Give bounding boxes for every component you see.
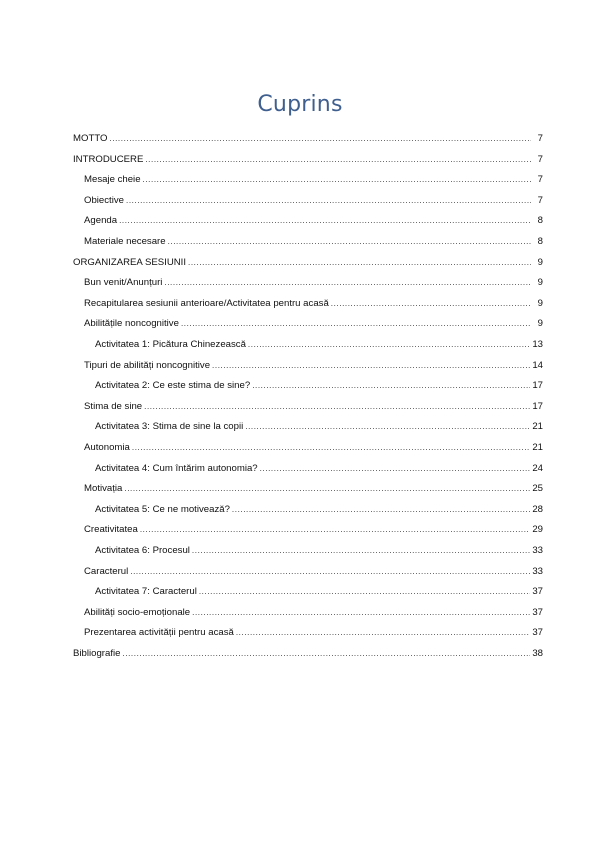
toc-entry[interactable] xyxy=(84,481,543,495)
toc-dot-leader xyxy=(145,154,531,166)
toc-entry[interactable] xyxy=(73,255,543,269)
toc-dot-leader xyxy=(192,607,530,619)
toc-dot-leader xyxy=(164,277,531,289)
toc-dot-leader xyxy=(143,174,531,186)
toc-entry-page-number: 13 xyxy=(532,339,543,350)
toc-entry-page-number: 14 xyxy=(532,359,543,371)
toc-entry-label: Bibliografie xyxy=(73,648,121,659)
toc-entry-page-number: 29 xyxy=(532,524,543,536)
toc-entry-label: Prezentarea activității pentru acasă xyxy=(84,627,234,639)
toc-entry-page-number: 7 xyxy=(537,174,543,186)
toc-entry[interactable] xyxy=(84,399,543,413)
toc-entry[interactable] xyxy=(95,461,543,475)
toc-dot-leader xyxy=(192,545,530,557)
toc-entry[interactable] xyxy=(84,625,543,639)
toc-dot-leader xyxy=(124,483,530,495)
toc-entry[interactable] xyxy=(73,131,543,145)
toc-dot-leader xyxy=(212,360,530,372)
toc-entry-label: Motivația xyxy=(84,483,123,495)
toc-entry-label: Activitatea 7: Caracterul xyxy=(95,586,197,598)
toc-dot-leader xyxy=(168,236,531,248)
toc-entry-label: Activitatea 4: Cum întărim autonomia? xyxy=(95,462,258,474)
toc-entry[interactable] xyxy=(84,275,543,289)
toc-entry-page-number: 37 xyxy=(532,586,543,598)
toc-entry[interactable] xyxy=(95,543,543,557)
toc-entry[interactable] xyxy=(84,234,543,248)
toc-dot-leader xyxy=(188,257,531,269)
toc-dot-leader xyxy=(130,566,530,578)
toc-entry-label: Bun venit/Anunțuri xyxy=(84,277,163,289)
toc-entry-page-number: 21 xyxy=(532,421,543,433)
toc-entry-label: Activitatea 2: Ce este stima de sine? xyxy=(95,380,251,392)
toc-entry-page-number: 7 xyxy=(537,133,543,144)
toc-entry[interactable] xyxy=(84,296,543,310)
toc-entry[interactable] xyxy=(95,378,543,392)
toc-entry-page-number: 38 xyxy=(532,648,543,659)
toc-entry-label: Mesaje cheie xyxy=(84,174,141,186)
toc-entry[interactable] xyxy=(73,646,543,660)
toc-dot-leader xyxy=(232,504,530,516)
toc-entry-label: MOTTO xyxy=(73,133,108,144)
toc-entry-page-number: 8 xyxy=(537,236,543,247)
toc-entry-page-number: 28 xyxy=(532,503,543,515)
toc-entry-page-number: 33 xyxy=(532,545,543,556)
toc-entry[interactable] xyxy=(84,172,543,186)
toc-dot-leader xyxy=(119,215,531,227)
toc-entry-label: Obiective xyxy=(84,194,124,206)
toc-dot-leader xyxy=(331,298,531,310)
toc-dot-leader xyxy=(181,318,531,330)
toc-entry[interactable] xyxy=(84,358,543,372)
toc-entry[interactable] xyxy=(84,440,543,454)
toc-dot-leader xyxy=(248,339,530,351)
toc-entry-label: Autonomia xyxy=(84,442,130,453)
toc-entry-label: Creativitatea xyxy=(84,524,138,536)
toc-dot-leader xyxy=(109,133,531,145)
toc-entry-label: Stima de sine xyxy=(84,400,143,412)
toc-dot-leader xyxy=(122,648,530,660)
toc-entry[interactable] xyxy=(95,502,543,516)
toc-entry-label: Activitatea 1: Picătura Chinezească xyxy=(95,339,246,350)
toc-entry[interactable] xyxy=(84,193,543,207)
toc-entry-page-number: 9 xyxy=(537,256,543,268)
toc-dot-leader xyxy=(126,195,531,207)
toc-entry-page-number: 21 xyxy=(532,442,543,453)
toc-entry-label: Agenda xyxy=(84,215,118,227)
toc-entry[interactable] xyxy=(95,419,543,433)
toc-dot-leader xyxy=(252,380,530,392)
toc-entry-page-number: 37 xyxy=(532,606,543,618)
toc-entry[interactable] xyxy=(84,522,543,536)
toc-entry-label: Activitatea 5: Ce ne motivează? xyxy=(95,503,230,515)
toc-entry-page-number: 24 xyxy=(532,462,543,474)
toc-entry-page-number: 9 xyxy=(537,297,543,309)
toc-entry-page-number: 25 xyxy=(532,483,543,495)
toc-entry-page-number: 9 xyxy=(537,277,543,289)
toc-entry-label: INTRODUCERE xyxy=(73,153,144,165)
toc-entry[interactable] xyxy=(84,564,543,578)
toc-entry-page-number: 9 xyxy=(537,318,543,330)
page-title: Cuprins xyxy=(257,92,343,117)
toc-dot-leader xyxy=(245,421,530,433)
toc-entry[interactable] xyxy=(95,337,543,351)
toc-entry-page-number: 7 xyxy=(537,194,543,206)
toc-entry-label: Abilitățile noncognitive xyxy=(84,318,179,330)
toc-entry-page-number: 7 xyxy=(537,153,543,165)
toc-dot-leader xyxy=(144,401,530,413)
toc-dot-leader xyxy=(260,463,531,475)
toc-entry-page-number: 8 xyxy=(537,215,543,227)
toc-entry-label: Materiale necesare xyxy=(84,236,166,247)
toc-entry[interactable] xyxy=(84,605,543,619)
toc-entry-page-number: 33 xyxy=(532,565,543,577)
toc-entry-label: Tipuri de abilități noncognitive xyxy=(84,359,211,371)
toc-entry-label: ORGANIZAREA SESIUNII xyxy=(73,256,187,268)
toc-entry-page-number: 17 xyxy=(532,380,543,392)
toc-entry-label: Caracterul xyxy=(84,565,129,577)
toc-entry-label: Abilități socio-emoționale xyxy=(84,606,191,618)
toc-entry[interactable] xyxy=(73,152,543,166)
toc-entry-label: Recapitularea sesiunii anterioare/Activitatea pentru acasă xyxy=(84,297,329,309)
toc-entry[interactable] xyxy=(84,316,543,330)
toc-dot-leader xyxy=(132,442,530,454)
toc-entry[interactable] xyxy=(95,584,543,598)
toc-entry-label: Activitatea 6: Procesul xyxy=(95,545,190,556)
toc-entry-page-number: 37 xyxy=(532,627,543,639)
toc-entry[interactable] xyxy=(84,213,543,227)
toc-dot-leader xyxy=(140,524,530,536)
toc-entry-label: Activitatea 3: Stima de sine la copii xyxy=(95,421,244,433)
toc-dot-leader xyxy=(236,627,530,639)
toc-entry-page-number: 17 xyxy=(532,400,543,412)
toc-dot-leader xyxy=(199,586,530,598)
